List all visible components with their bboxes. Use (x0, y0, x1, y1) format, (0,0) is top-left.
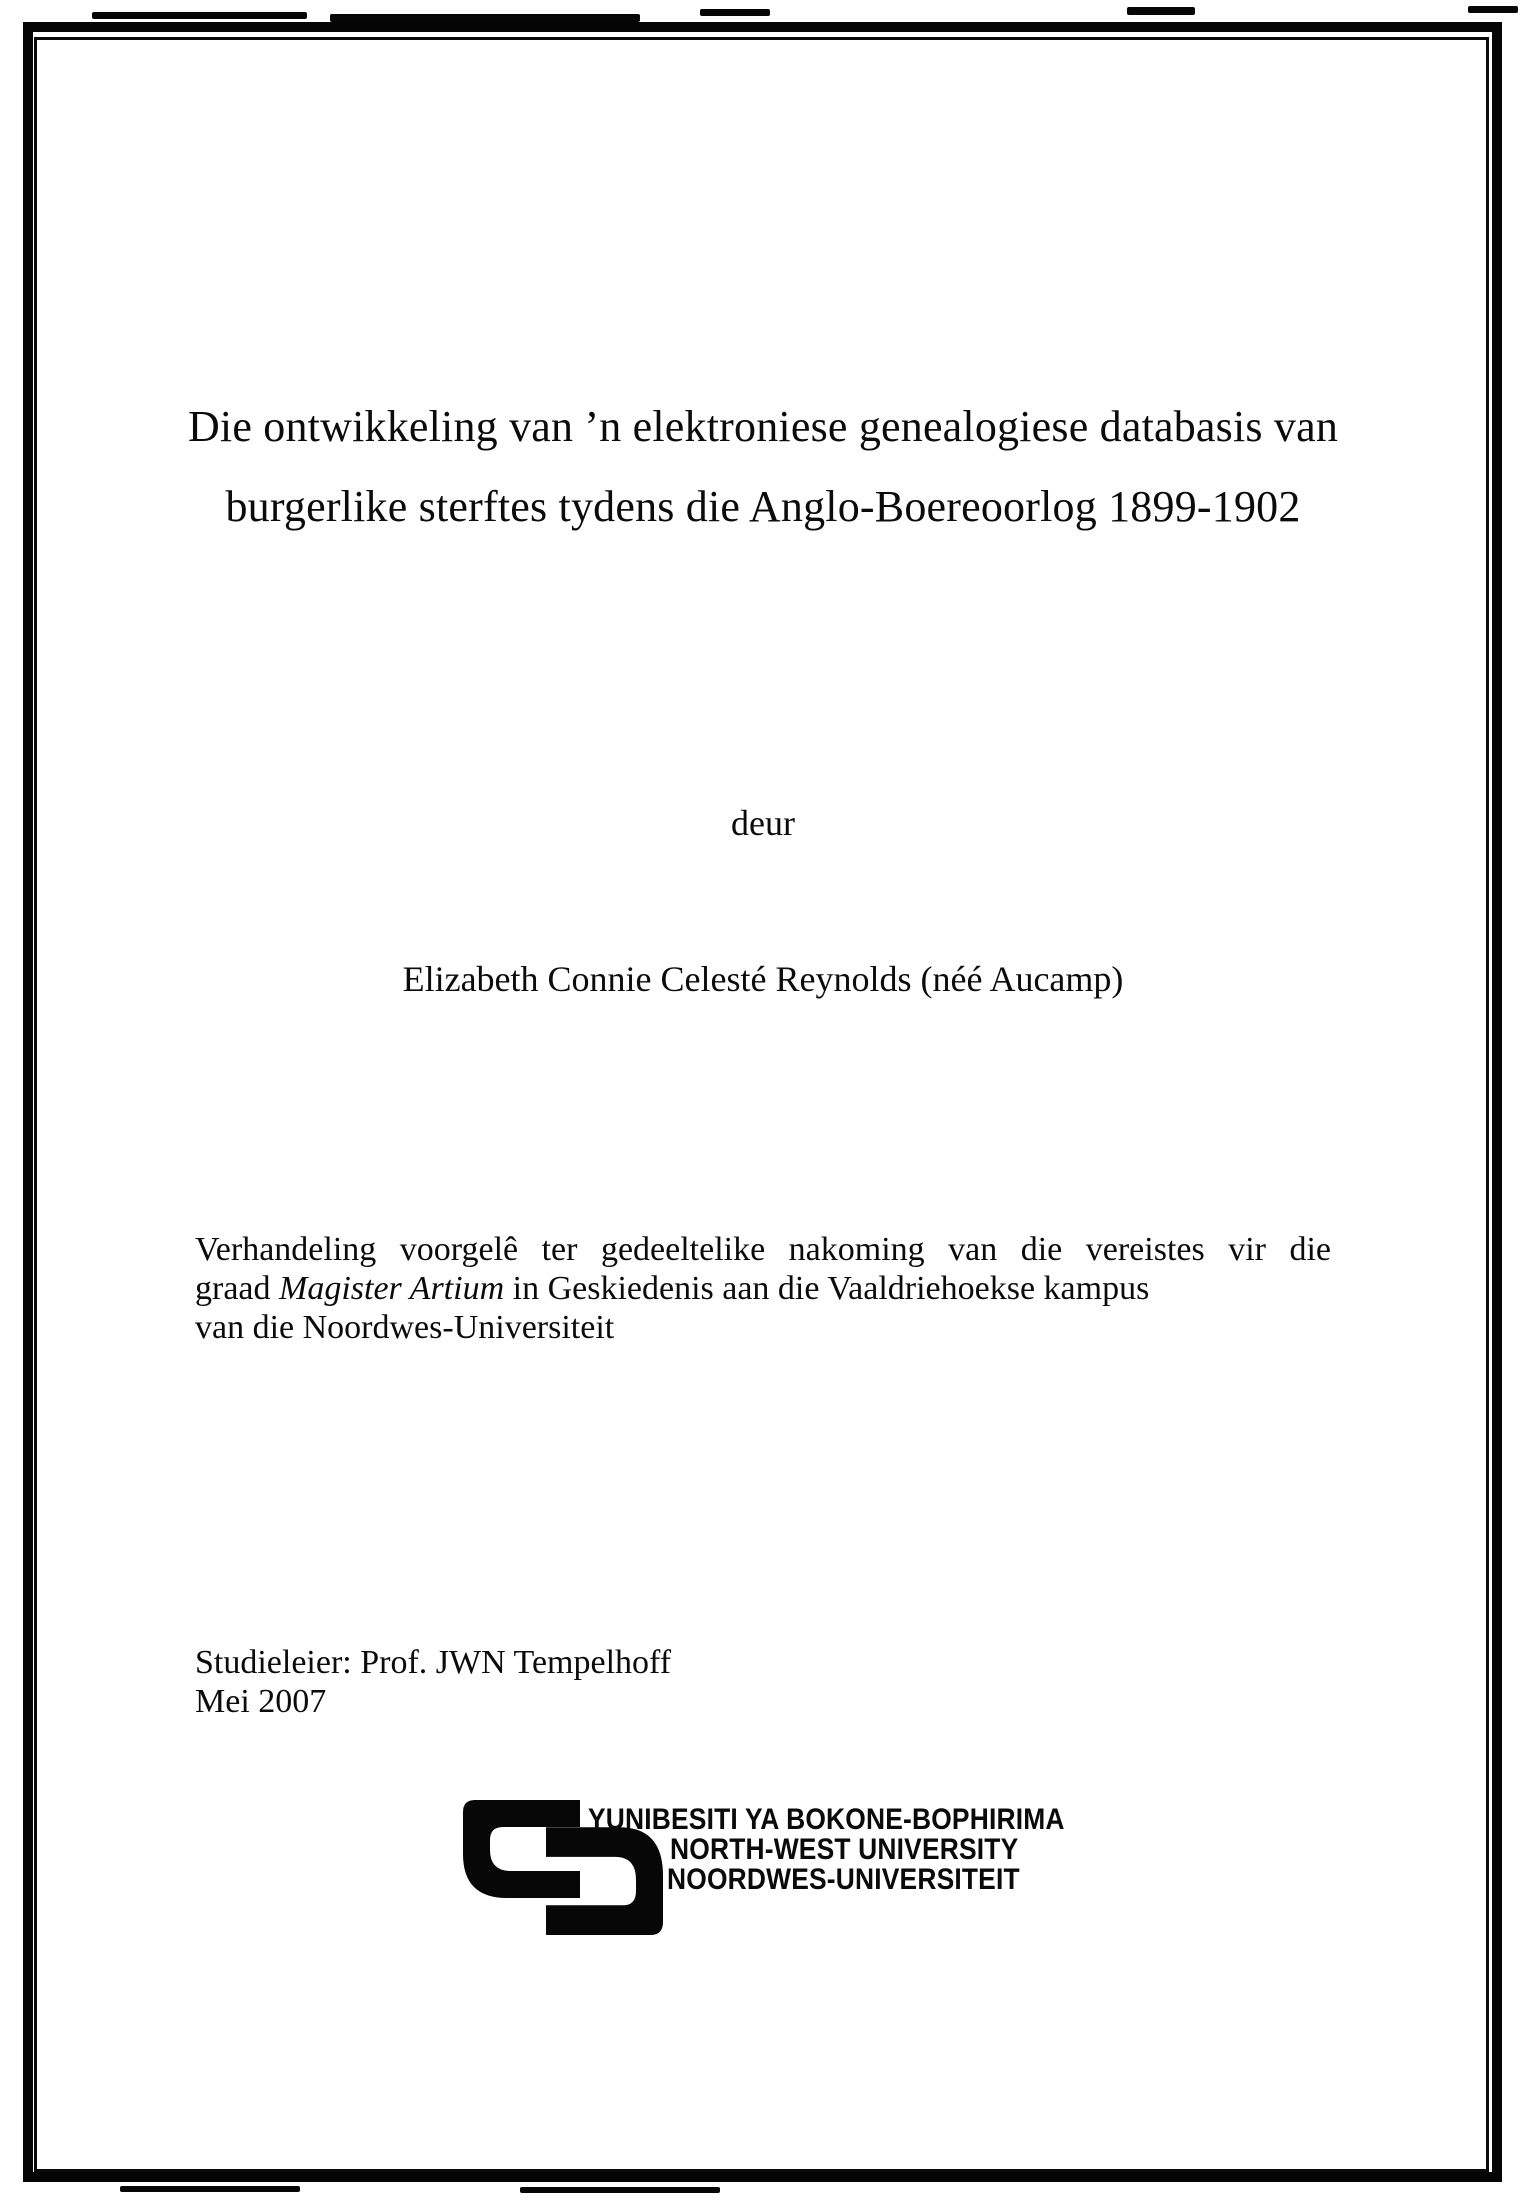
supervisor-line: Studieleier: Prof. JWN Tempelhoff (195, 1644, 672, 1681)
thesis-title (98, 387, 1428, 547)
submission-statement (195, 1230, 1331, 1347)
submission-line-2-suffix: in Geskiedenis aan die Vaaldriehoekse kampus (504, 1270, 1150, 1307)
submission-line-2-prefix: graad (195, 1270, 280, 1307)
thesis-title-line-1: Die ontwikkeling van ’n elektroniese genealogiese databasis van (187, 402, 1339, 451)
scan-artifact (92, 12, 307, 19)
submission-line-1: Verhandeling voorgelê ter gedeeltelike nakoming van die vereistes vir die (195, 1231, 1331, 1268)
scan-artifact (700, 9, 770, 16)
byline-label: deur (731, 803, 795, 843)
supervisor-block (195, 1643, 671, 1721)
scan-artifact (120, 2186, 300, 2192)
logo-text-afrikaans: NOORDWES-UNIVERSITEIT (667, 1863, 1020, 1896)
scan-artifact (1468, 6, 1518, 13)
logo-text-setswana: YUNIBESITI YA BOKONE-BOPHIRIMA (588, 1803, 1065, 1836)
scan-artifact (1127, 7, 1195, 15)
submission-line-2 (195, 1269, 1331, 1308)
scan-artifact (330, 14, 640, 22)
date-line: Mei 2007 (195, 1683, 327, 1720)
degree-name: Magister Artium (279, 1270, 505, 1307)
logo-text-english: NORTH-WEST UNIVERSITY (670, 1833, 1019, 1866)
submission-line-3: van die Noordwes-Universiteit (195, 1309, 615, 1346)
author-name: Elizabeth Connie Celesté Reynolds (néé Aucamp) (402, 959, 1124, 999)
scan-artifact (520, 2187, 720, 2193)
thesis-title-line-2: burgerlike sterftes tydens die Anglo-Boereoorlog 1899-1902 (225, 482, 1301, 531)
